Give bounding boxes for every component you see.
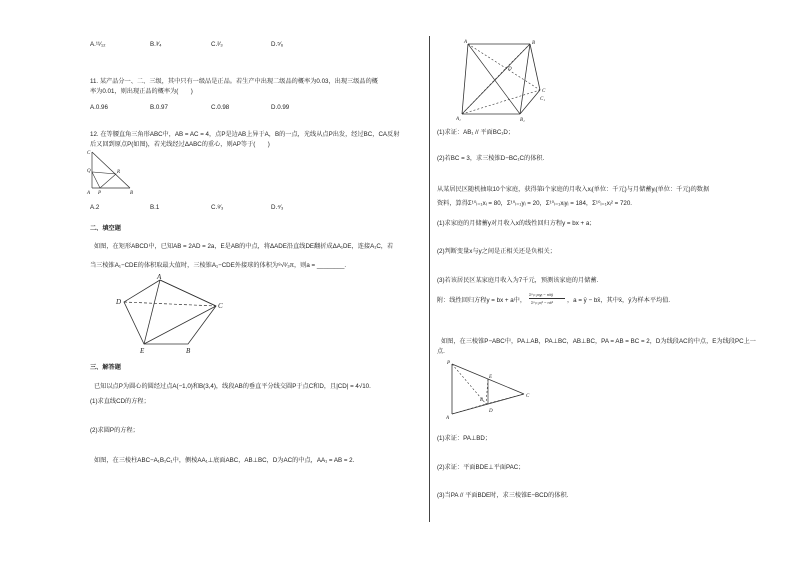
label-e: E bbox=[489, 375, 493, 380]
label-b: B bbox=[186, 347, 191, 354]
label-p: P bbox=[447, 361, 451, 366]
label-a: A bbox=[157, 274, 162, 281]
q12-option-d: D.⁴⁄₃ bbox=[271, 204, 284, 211]
prism-edge-a-a1 bbox=[462, 44, 468, 114]
label-c: C bbox=[218, 302, 223, 310]
q11-stem-line2: 率为0.01，则出现正品的概率为( ) bbox=[90, 88, 193, 95]
label-d: D bbox=[489, 409, 493, 414]
q16-note-lead: 附：线性回归方程y = bx + a中， bbox=[437, 297, 527, 304]
column-divider bbox=[429, 36, 430, 522]
prism-diagonal-bc1 bbox=[462, 44, 530, 114]
q11-option-a: A.0.96 bbox=[90, 104, 108, 111]
q16-stem-line2: 资料，算得Σ¹⁰ᵢ₌₁xᵢ = 80，Σ¹⁰ᵢ₌₁yᵢ = 20，Σ¹⁰ᵢ₌₁xᵢyᵢ = 184，Σ¹⁰ᵢ₌₁xᵢ² = 720. bbox=[437, 200, 632, 207]
q16-note-numerator: Σⁿᵢ₌₁xᵢyᵢ − nx̄ȳ bbox=[529, 292, 554, 297]
q16-note-tail: ，a = ȳ − bx̄，其中x̄，ȳ为样本平均值. bbox=[567, 297, 671, 304]
label-r: R bbox=[117, 170, 121, 175]
label-b1: B₁ bbox=[520, 118, 525, 122]
q16-note-denominator: Σⁿᵢ₌₁xᵢ² − nx̄² bbox=[531, 300, 554, 305]
q13-stem-line1: 如图，在矩形ABCD中，已知AB = 2AD = 2a，E是AB的中点，将ΔADE沿直线DE翻折成ΔA₁DE，连接A₁C，若 bbox=[94, 243, 394, 250]
q11-option-d: D.0.99 bbox=[271, 104, 290, 111]
q12-option-a: A.2 bbox=[90, 204, 100, 211]
fold-edge-ec bbox=[144, 306, 216, 344]
q12-stem-line2: 后又回到原点P(如图)，若光线经过ΔABC的重心，则AP等于( ) bbox=[90, 141, 270, 148]
label-b: B bbox=[532, 41, 536, 46]
q16-part3: (3)若该居民区某家庭月收入为7千元，预测该家庭的月储蓄. bbox=[437, 277, 599, 284]
prism-segment-bd bbox=[506, 44, 530, 68]
q17-part1: (1)求证：PA⊥BD； bbox=[437, 435, 492, 442]
q15-stem: 如图，在三棱柱ABC−A₁B₁C₁中，侧棱AA₁⊥底面ABC，AB⊥BC，D为AC的中点，AA₁ = AB = 2. bbox=[94, 457, 355, 464]
q14-stem: 已知以点P为圆心的圆经过点A(−1,0)和B(3,4)，线段AB的垂直平分线交圆P于点C和D，且|CD| = 4√10. bbox=[94, 383, 371, 390]
q17-stem-line1: 如图，在三棱锥P−ABC中，PA⊥AB，PA⊥BC，AB⊥BC，PA = AB = BC = 2，D为线段AC的中点，E为线段PC上一 bbox=[441, 338, 756, 345]
label-d: D bbox=[508, 67, 512, 72]
q14-part2: (2)求圆P的方程； bbox=[90, 427, 139, 434]
q17-stem-line2: 点. bbox=[437, 348, 445, 355]
q11-option-c: C.0.98 bbox=[211, 104, 230, 111]
triangle-figure bbox=[86, 148, 136, 196]
light-path bbox=[92, 172, 116, 188]
q13-stem-line2: 当三棱锥A₁−CDE的体积取最大值时，三棱锥A₁−CDE外接球的体积为⁸√²⁄₃π，则a = ________. bbox=[90, 262, 347, 269]
label-e: E bbox=[140, 347, 145, 354]
label-a: A bbox=[464, 40, 468, 45]
prism-figure bbox=[456, 38, 550, 122]
label-a: A bbox=[87, 191, 91, 196]
q10-option-c: C.²⁄₃ bbox=[211, 41, 223, 48]
fold-edge-dc bbox=[124, 302, 216, 306]
pyramid-figure bbox=[446, 356, 532, 422]
q14-part1: (1)求直线CD的方程； bbox=[90, 398, 150, 405]
label-c: C bbox=[87, 151, 91, 156]
label-d: D bbox=[116, 298, 122, 306]
prism-diagonal-ab1 bbox=[468, 44, 520, 114]
q15-part2: (2)若BC = 3，求三棱锥D−BC₁C的体积. bbox=[437, 155, 545, 162]
label-c: C bbox=[542, 89, 546, 94]
section-solutions: 三、解答题 bbox=[90, 364, 121, 371]
q10-option-d: D.⁵⁄₆ bbox=[271, 41, 284, 48]
q15-part1: (1)求证：AB₁ // 平面BC₁D； bbox=[437, 129, 515, 136]
q16-part2: (2)判断变量x与y之间是正相关还是负相关； bbox=[437, 248, 556, 255]
label-p: P bbox=[98, 191, 102, 196]
label-b: B bbox=[130, 191, 134, 196]
prism-edge-b-c bbox=[530, 44, 540, 90]
label-a1: A₁ bbox=[456, 117, 461, 122]
section-fill-in: 二、填空题 bbox=[90, 225, 121, 232]
fold-outline bbox=[124, 280, 216, 344]
q17-part2: (2)求证：平面BDE⊥平面PAC； bbox=[437, 464, 525, 471]
triangle-edge-bc bbox=[92, 152, 130, 188]
fold-edge-ac bbox=[160, 280, 216, 306]
q10-option-a: A.¹¹⁄₁₂ bbox=[90, 41, 106, 48]
q16-fraction-bar bbox=[529, 298, 565, 299]
q12-option-b: B.1 bbox=[150, 204, 160, 211]
q16-stem-line1: 从某居民区随机抽取10个家庭，获得第i个家庭的月收入xᵢ(单位：千元)与月储蓄yᵢ(单位：千元)的数据 bbox=[437, 186, 710, 193]
q17-part3: (3)当PA // 平面BDE时，求三棱锥E−BCD的体积. bbox=[437, 492, 569, 499]
q10-option-b: B.³⁄₄ bbox=[150, 41, 162, 48]
q12-stem-line1: 12. 在等腰直角三角形ABC中，AB = AC = 4，点P是边AB上异于A，B的一点，光线从点P出发，经过BC，CA反射 bbox=[90, 131, 400, 138]
fold-figure bbox=[110, 274, 230, 354]
q16-part1: (1)求家庭的月储蓄y对月收入x的线性回归方程y = bx + a； bbox=[437, 220, 596, 227]
label-c: C bbox=[526, 394, 530, 399]
fold-edge-ae bbox=[144, 280, 160, 344]
label-c1: C₁ bbox=[540, 97, 546, 102]
q11-stem-line1: 11. 某产品分一、二、三级，其中只有一级品是正品。若生产中出现二级品的概率为0.03，出现三级品的概 bbox=[90, 78, 378, 85]
label-b: B bbox=[480, 398, 484, 403]
q11-option-b: B.0.97 bbox=[150, 104, 168, 111]
q12-option-c: C.⁸⁄₃ bbox=[211, 204, 224, 211]
label-a: A bbox=[446, 416, 450, 421]
label-q: Q bbox=[87, 169, 91, 174]
